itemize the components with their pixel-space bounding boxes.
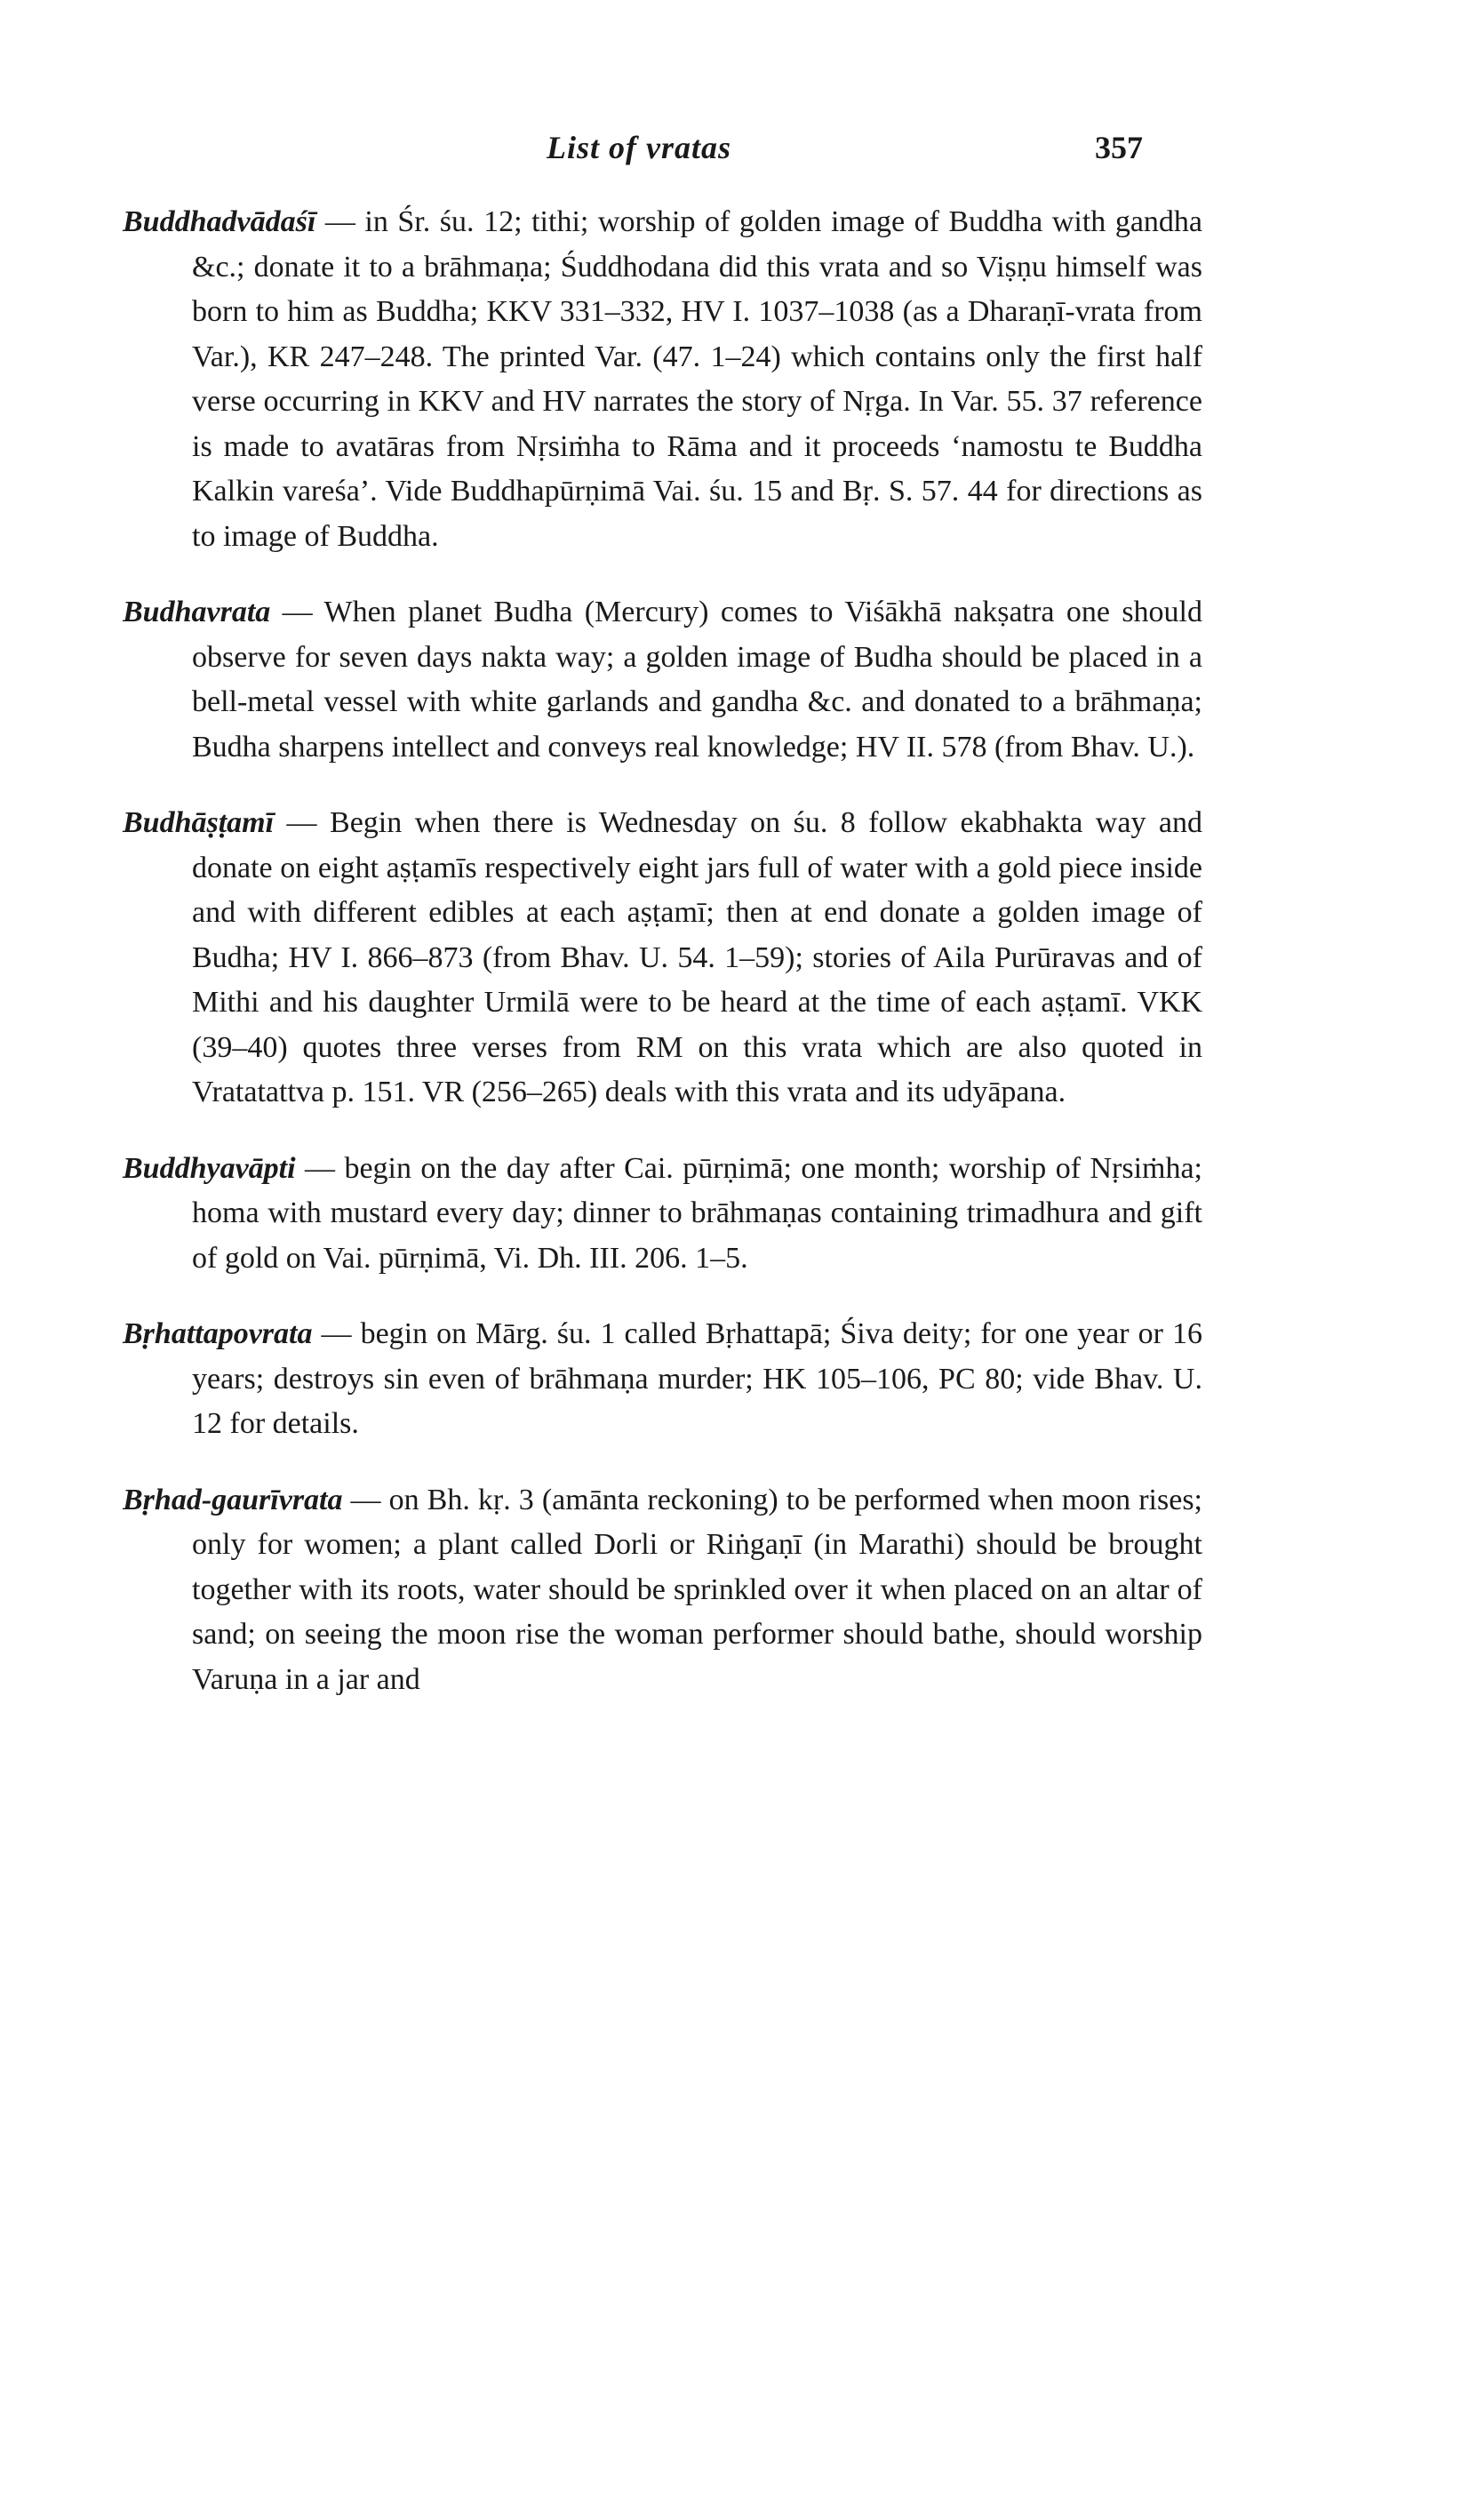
entry-headword: Bṛhattapovrata: [123, 1317, 313, 1350]
entry-brhattapovrata: Bṛhattapovrata — begin on Mārg. śu. 1 called Bṛhattapā; Śiva deity; for one year or 16 years; destroys sin even of brāhmaṇa murder; HK 105–106, PC 80; vide Bhav. U. 12 for details.: [123, 1317, 1203, 1440]
entry-text: Begin when there is Wednesday on śu. 8 follow ekabhakta way and donate on eight aṣṭamīs respectively eight jars full of water with a gold piece inside and with different edibles at each aṣṭamī; then at end donate a golden image of Budha; HV I. 866–873 (from Bhav. U. 54. 1–59); stories of Aila Purūravas and of Mithi and his daughter Urmilā were to be heard at the time of each aṣṭamī. VKK (39–40) quotes three verses from RM on this vrata which are also quoted in Vratatattva p. 151. VR (256–265) deals with this vrata and its udyāpana.: [192, 806, 1203, 1108]
entry-budhavrata: Budhavrata — When planet Budha (Mercury) comes to Viśākhā nakṣatra one should observe for seven days nakta way; a golden image of Budha should be placed in a bell-metal vessel with white garlands and gandha &c. and donated to a brāhmaṇa; Budha sharpens intellect and conveys real knowledge; HV II. 578 (from Bhav. U.).: [123, 596, 1202, 764]
entry-buddhadvadasi: Buddhadvādaśī — in Śr. śu. 12; tithi; worship of golden image of Buddha with gandha &c.; donate it to a brāhmaṇa; Śuddhodana did this vrata and so Viṣṇu himself was born to him as Buddha; KKV 331–332, HV I. 1037–1038 (as a Dharaṇī-vrata from Var.), KR 247–248. The printed Var. (47. 1–24) which contains only the first half verse occurring in KKV and HV narrates the story of Nṛga. In Var. 55. 37 reference is made to avatāras from Nṛsiṁha to Rāma and it proceeds ‘namostu te Buddha Kalkin vareśa’. Vide Buddhapūrṇimā Vai. śu. 15 and Bṛ. S. 57. 44 for directions as to image of Buddha.: [123, 205, 1203, 553]
entry-headword: Bṛhad-gaurīvrata: [123, 1483, 343, 1516]
page-number: 357: [1095, 130, 1143, 165]
vrata-entries: [123, 200, 1202, 1733]
entry-headword: Budhāṣṭamī: [123, 806, 275, 839]
entry-brhad-gaurivrata: Bṛhad-gaurīvrata — on Bh. kṛ. 3 (amānta reckoning) to be performed when moon rises; only for women; a plant called Dorli or Riṅgaṇī (in Marathi) should be brought together with its roots, water should be sprinkled over it when placed on an altar of sand; on seeing the moon rise the woman performer should bathe, should worship Varuṇa in a jar and: [123, 1483, 1202, 1696]
entry-text: begin on the day after Cai. pūrṇimā; one month; worship of Nṛsiṁha; homa with mustard every day; dinner to brāhmaṇas containing trimadhura and gift of gold on Vai. pūrṇimā, Vi. Dh. III. 206. 1–5.: [192, 1151, 1202, 1275]
running-title: List of vratas: [547, 130, 731, 165]
entry-buddhyavapti: Buddhyavāpti — begin on the day after Cai. pūrṇimā; one month; worship of Nṛsiṁha; homa with mustard every day; dinner to brāhmaṇas containing trimadhura and gift of gold on Vai. pūrṇimā, Vi. Dh. III. 206. 1–5.: [123, 1151, 1202, 1275]
entry-text: When planet Budha (Mercury) comes to Viśākhā nakṣatra one should observe for seven days nakta way; a golden image of Budha should be placed in a bell-metal vessel with white garlands and gandha &c. and donated to a brāhmaṇa; Budha sharpens intellect and conveys real knowledge; HV II. 578 (from Bhav. U.).: [192, 596, 1202, 764]
page-header: [0, 129, 1469, 182]
entry-text: in Śr. śu. 12; tithi; worship of golden image of Buddha with gandha &c.; donate it to a brāhmaṇa; Śuddhodana did this vrata and so Viṣṇu himself was born to him as Buddha; KKV 331–332, HV I. 1037–1038 (as a Dharaṇī-vrata from Var.), KR 247–248. The printed Var. (47. 1–24) which contains only the first half verse occurring in KKV and HV narrates the story of Nṛga. In Var. 55. 37 reference is made to avatāras from Nṛsiṁha to Rāma and it proceeds ‘namostu te Buddha Kalkin vareśa’. Vide Buddhapūrṇimā Vai. śu. 15 and Bṛ. S. 57. 44 for directions as to image of Buddha.: [192, 205, 1203, 553]
entry-text: begin on Mārg. śu. 1 called Bṛhattapā; Śiva deity; for one year or 16 years; destroys sin even of brāhmaṇa murder; HK 105–106, PC 80; vide Bhav. U. 12 for details.: [192, 1317, 1203, 1440]
entry-budhastami: Budhāṣṭamī — Begin when there is Wednesday on śu. 8 follow ekabhakta way and donate on eight aṣṭamīs respectively eight jars full of water with a gold piece inside and with different edibles at each aṣṭamī; then at end donate a golden image of Budha; HV I. 866–873 (from Bhav. U. 54. 1–59); stories of Aila Purūravas and of Mithi and his daughter Urmilā were to be heard at the time of each aṣṭamī. VKK (39–40) quotes three verses from RM on this vrata which are also quoted in Vratatattva p. 151. VR (256–265) deals with this vrata and its udyāpana.: [123, 806, 1203, 1108]
entry-headword: Buddhyavāpti: [123, 1151, 296, 1185]
entry-text: on Bh. kṛ. 3 (amānta reckoning) to be performed when moon rises; only for women; a plant called Dorli or Riṅgaṇī (in Marathi) should be brought together with its roots, water should be sprinkled over it when placed on an altar of sand; on seeing the moon rise the woman performer should bathe, should worship Varuṇa in a jar and: [192, 1483, 1202, 1696]
entry-headword: Budhavrata: [123, 596, 271, 628]
entry-headword: Buddhadvādaśī: [123, 205, 316, 238]
